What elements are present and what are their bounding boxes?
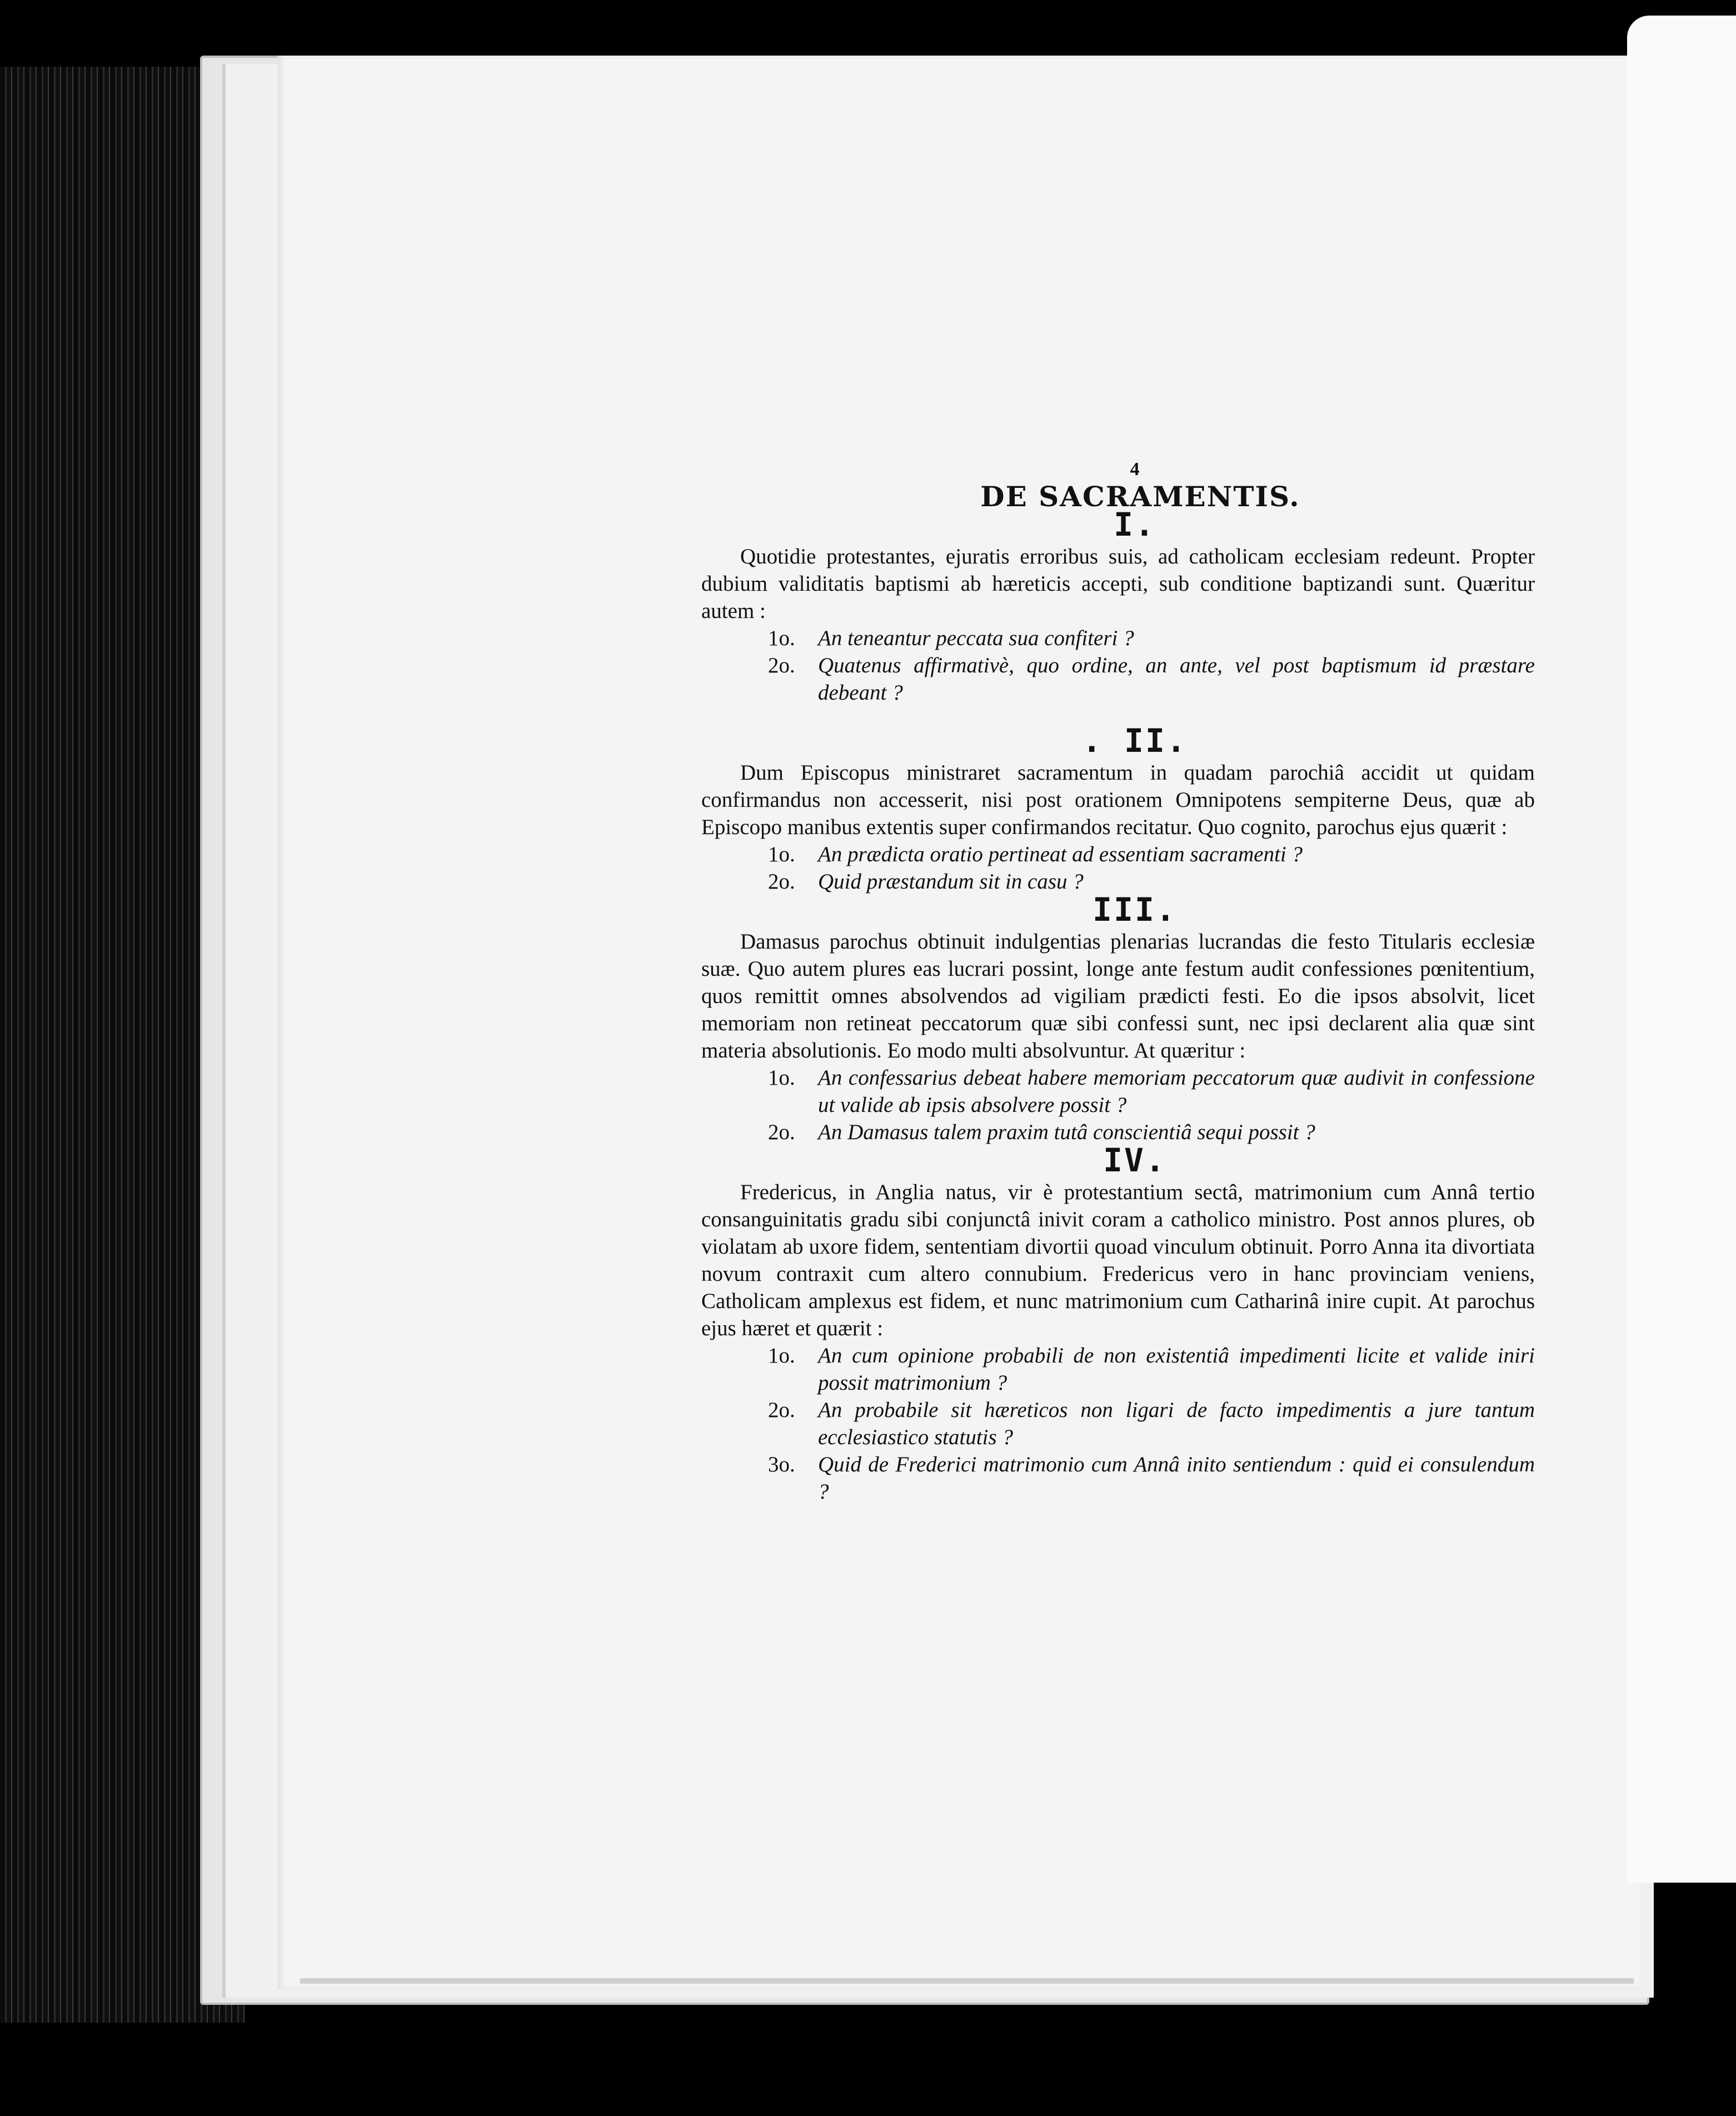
section-3 bbox=[701, 891, 1535, 1146]
section-heading: I. bbox=[1114, 506, 1156, 543]
question-item bbox=[701, 1342, 1535, 1396]
page-content bbox=[701, 456, 1535, 1505]
question-number: 3o. bbox=[768, 1453, 795, 1476]
question-text: An Damasus talem praxim tutâ conscientiâ sequi possit ? bbox=[818, 1120, 1315, 1144]
question-item bbox=[701, 1064, 1535, 1119]
section-text: Quotidie protestantes, ejuratis erroribus suis, ad catholicam ecclesiam redeunt. Propter dubium validitatis baptismi ab hæreticis accepti, sub conditione baptizandi sunt. Quæritur autem : bbox=[701, 545, 1535, 623]
page-number: 4 bbox=[1130, 459, 1140, 480]
section-2 bbox=[701, 722, 1535, 895]
page-bottom-edge bbox=[300, 1978, 1634, 1984]
question-number: 2o. bbox=[768, 1398, 795, 1422]
question-item bbox=[701, 841, 1535, 868]
question-text: An cum opinione probabili de non existentiâ impedimenti licite et valide iniri possit matrimonium ? bbox=[818, 1344, 1535, 1395]
section-text: Dum Episcopus ministraret sacramentum in quadam parochiâ accidit ut quidam confirmandus non accesserit, nisi post orationem Omnipotens sempiterne Deus, quæ ab Episcopo manibus extentis super confirmandos recitatur. Quo cognito, parochus ejus quærit : bbox=[701, 761, 1535, 839]
page-title: DE SACRAMENTIS. bbox=[980, 480, 1300, 513]
section-heading: III. bbox=[1093, 891, 1177, 929]
question-text: An prædicta oratio pertineat ad essentiam sacramenti ? bbox=[818, 842, 1303, 866]
question-item bbox=[701, 652, 1535, 706]
question-item bbox=[701, 868, 1535, 895]
question-item bbox=[701, 1451, 1535, 1505]
section-heading: . II. bbox=[1082, 722, 1188, 760]
question-item bbox=[701, 1396, 1535, 1451]
question-text: An teneantur peccata sua confiteri ? bbox=[818, 626, 1134, 650]
question-text: Quid præstandum sit in casu ? bbox=[818, 870, 1084, 894]
question-text: Quid de Frederici matrimonio cum Annâ inito sentiendum : quid ei consulendum ? bbox=[818, 1453, 1535, 1504]
question-number: 2o. bbox=[768, 1120, 795, 1144]
section-1 bbox=[701, 506, 1535, 706]
facing-page-sliver bbox=[1627, 16, 1736, 1883]
question-text: An probabile sit hæreticos non ligari de facto impedimentis a jure tantum ecclesiastico statutis ? bbox=[818, 1398, 1535, 1449]
question-number: 1o. bbox=[768, 1066, 795, 1090]
question-item bbox=[701, 625, 1535, 652]
section-4 bbox=[701, 1141, 1535, 1505]
question-text: An confessarius debeat habere memoriam peccatorum quæ audivit in confessione ut valide ab ipsis absolvere possit ? bbox=[818, 1066, 1535, 1117]
question-item bbox=[701, 1119, 1535, 1146]
question-text: Quatenus affirmativè, quo ordine, an ante, vel post baptismum id præstare debeant ? bbox=[818, 653, 1535, 705]
section-text: Damasus parochus obtinuit indulgentias plenarias lucrandas die festo Titularis ecclesiæ suæ. Quo autem plures eas lucrari possint, longe ante festum audit confessiones pœnitentium, quos remittit omnes absolvendos ad vigiliam prædicti festi. Eo die ipsos absolvit, licet memoriam non retineat peccatorum quæ sibi confessi sunt, nec ipsi declarent alia quæ sint materia absolutionis. Eo modo multi absolvuntur. At quæritur : bbox=[701, 930, 1535, 1062]
question-number: 2o. bbox=[768, 653, 795, 677]
question-number: 1o. bbox=[768, 842, 795, 866]
section-heading: IV. bbox=[1103, 1141, 1166, 1179]
question-number: 1o. bbox=[768, 1344, 795, 1368]
question-number: 1o. bbox=[768, 626, 795, 650]
section-text: Fredericus, in Anglia natus, vir è protestantium sectâ, matrimonium cum Annâ tertio consanguinitatis gradu sibi conjunctâ inivit coram a catholico ministro. Post annos plures, ob violatam ab uxore fidem, sententiam divortii quoad vinculum obtinuit. Porro Anna ita divortiata novum contraxit cum altero connubium. Fredericus vero in hanc provinciam veniens, Catholicam amplexus est fidem, et nunc matrimonium cum Catharinâ inire cupit. At parochus ejus hæret et quærit : bbox=[701, 1180, 1535, 1340]
question-number: 2o. bbox=[768, 870, 795, 894]
